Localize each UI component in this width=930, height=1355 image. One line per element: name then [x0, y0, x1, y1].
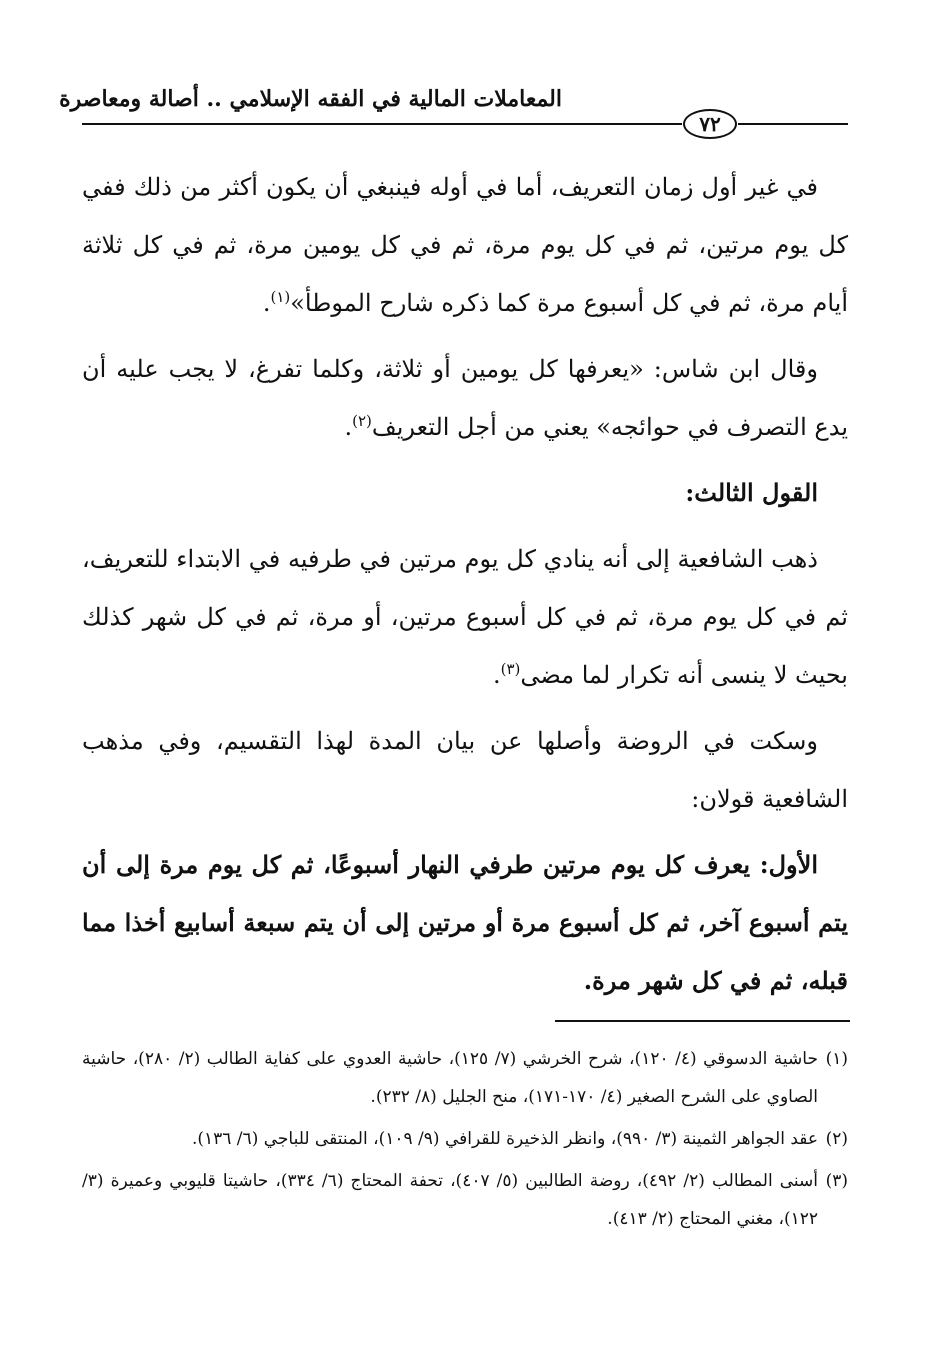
page-number-badge: [683, 109, 737, 139]
paragraph: الأول: يعرف كل يوم مرتين طرفي النهار أسبوعًا، ثم كل يوم مرة إلى أن يتم أسبوع آخر، ثم كل أسبوع مرة أو مرتين إلى أن يتم سبعة أسابيع أخذا مما قبله، ثم في كل شهر مرة.: [82, 850, 848, 995]
footnote-text: عقد الجواهر الثمينة (٣/ ٩٩٠)، وانظر الذخيرة للقرافي (٩/ ١٠٩)، المنتقى للباجي (٦/ ١٣٦).: [191, 1129, 818, 1149]
paragraph: وسكت في الروضة وأصلها عن بيان المدة لهذا التقسيم، وفي مذهب الشافعية قولان:: [82, 727, 848, 813]
footnote: [82, 1120, 848, 1158]
footnote: [82, 1040, 848, 1116]
footnote-number: (٣): [825, 1171, 848, 1191]
paragraph-text: في غير أول زمان التعريف، أما في أوله فينبغي أن يكون أكثر من ذلك ففي كل يوم مرتين، ثم في كل يوم مرة، ثم في كل يومين مرة، ثم في كل ثلاثة أيام مرة، ثم في كل أسبوع مرة كما ذكره شارح الموطأ»: [82, 173, 848, 317]
footnote: [82, 1162, 848, 1238]
footnote-ref: (٢): [352, 412, 372, 430]
running-title: المعاملات المالية في الفقه الإسلامي .. أصالة ومعاصرة: [59, 86, 562, 112]
paragraph-text: ذهب الشافعية إلى أنه ينادي كل يوم مرتين في طرفيه في الابتداء للتعريف، ثم في كل يوم مرة، ثم في كل أسبوع مرتين، أو مرة، ثم في كل شهر كذلك بحيث لا ينسى أنه تكرار لما مضى: [82, 545, 848, 689]
footnote-ref: (٣): [500, 660, 521, 678]
paragraph: [82, 340, 848, 456]
paragraph: [82, 158, 848, 332]
footnote-number: (٢): [825, 1129, 848, 1149]
section-heading: القول الثالث:: [685, 478, 818, 507]
header-rule-left: [82, 123, 682, 125]
footnote-separator: [555, 1020, 850, 1022]
footnote-ref: (١): [270, 288, 291, 306]
paragraph-tail: .: [492, 661, 501, 689]
paragraph-text: وقال ابن شاس: «يعرفها كل يومين أو ثلاثة، وكلما تفرغ، لا يجب عليه أن يدع التصرف في حوائجه» يعني من أجل التعريف: [82, 355, 848, 441]
footnotes: [82, 1040, 848, 1242]
main-text: [82, 158, 848, 1018]
paragraph-tail: .: [344, 413, 353, 441]
paragraph-tail: .: [262, 289, 271, 317]
footnote-text: أسنى المطالب (٢/ ٤٩٢)، روضة الطالبين (٥/ ٤٠٧)، تحفة المحتاج (٦/ ٣٣٤)، حاشيتا قليوبي وعميرة (٣/ ١٢٢)، مغني المحتاج (٢/ ٤١٣).: [82, 1171, 819, 1229]
header-rule-right: [738, 123, 848, 125]
footnote-number: (١): [825, 1049, 848, 1069]
paragraph: [82, 530, 848, 704]
footnote-text: حاشية الدسوقي (٤/ ١٢٠)، شرح الخرشي (٧/ ١٢٥)، حاشية العدوي على كفاية الطالب (٢/ ٢٨٠)، حاشية الصاوي على الشرح الصغير (٤/ ١٧٠-١٧١)، منح الجليل (٨/ ٢٣٢).: [82, 1049, 818, 1107]
page-number: ٧٢: [699, 112, 721, 136]
